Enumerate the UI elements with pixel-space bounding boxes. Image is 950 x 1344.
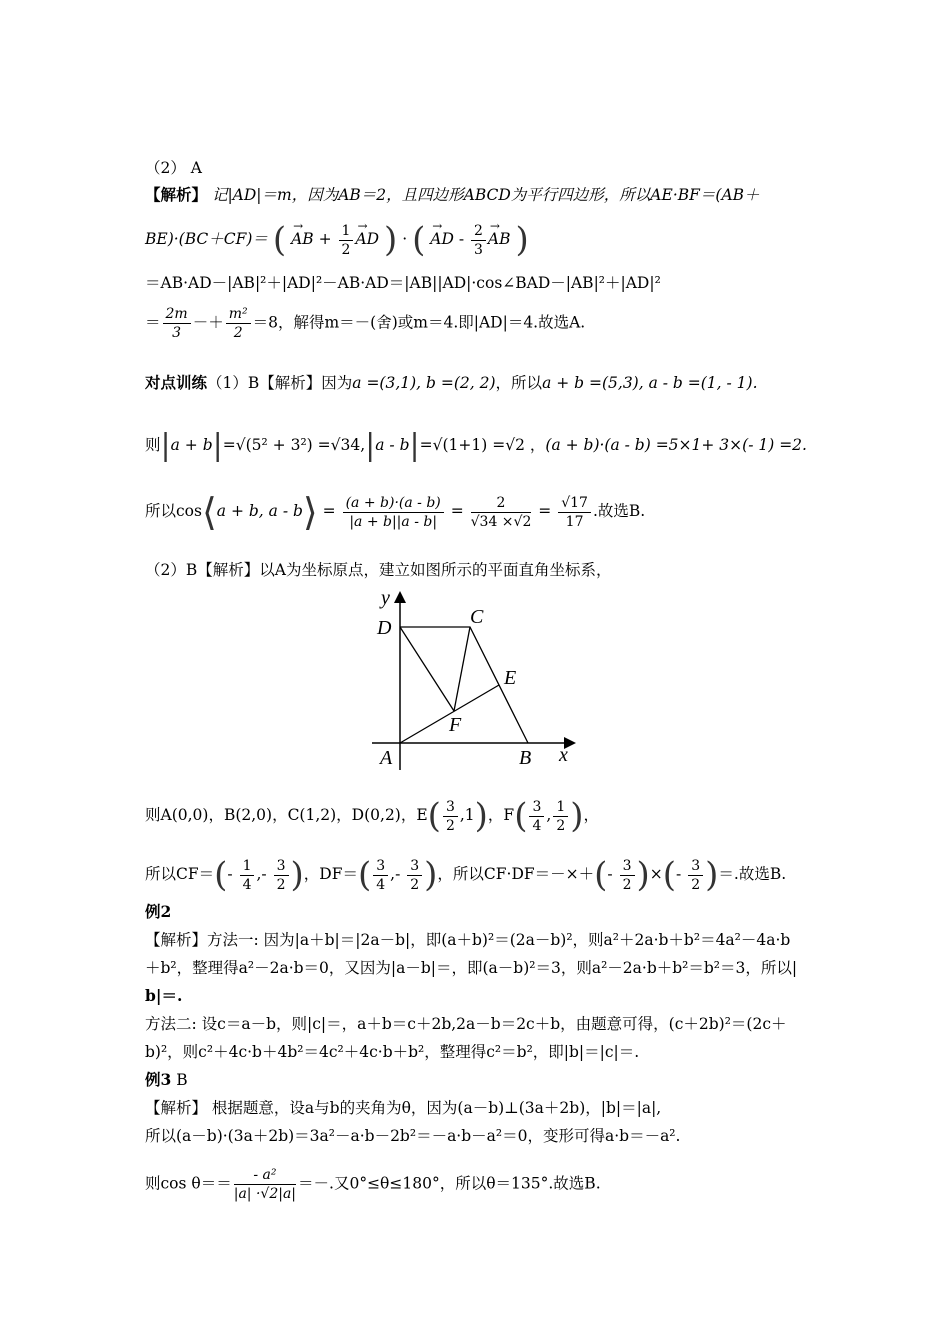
cos-value-fraction: $\frac{2}{√34 \times√2}$ [470,494,532,530]
right-paren: ) [384,220,398,260]
example-2-line-5: b)²，则c²＋4c·b＋4b²＝4c²＋4c·b＋b²，整理得c²＝b²，即|b|＝|c|＝. [145,1043,640,1061]
left-paren: ( [272,220,287,260]
label-f: F [449,714,462,736]
right-paren: ) [515,220,529,260]
practice-line-2: 则|a + b|=√(5² + 3²) =√34,|a - b|=√(1+1) =√2 ，(a + b)·(a - b) =5×1+ 3×(- 1) =2. [145,428,807,463]
example-3-answer: B [171,1071,188,1089]
label-a: A [380,747,393,769]
practice-title: 对点训练 [145,373,208,392]
example-3-header [145,1069,188,1091]
example-3-title: 例3 [145,1070,172,1089]
cos-fraction: $\frac{(a + b)\cdot(a - b)}{|a + b||a - b|}$ [343,494,444,531]
vector-ab: → AB [488,228,511,250]
minus-sign: - [453,230,469,248]
practice-line-4: （2）B【解析】以A为坐标原点，建立如图所示的平面直角坐标系， [145,561,612,579]
cos-theta-fraction: $\frac{\text{- a²}}{|a| \cdot√2|a|}$ [233,1167,297,1202]
label-b: B [519,747,532,769]
example-2-line-4: 方法二: 设c＝a－b，则|c|＝，a＋b＝c＋2b,2a－b＝2c＋b，由题意可得，(c＋2b)²＝(2c＋ [145,1015,787,1033]
solution-line-2 [145,220,529,260]
fraction-two-thirds: $\frac{2}{3}$ [471,222,486,259]
label-e: E [504,667,517,689]
dot-product-line: 所以CF＝(- $\frac{1}{4}$ ,- $\frac{3}{2}$ )，DF＝( $\frac{3}{4}$ ,- $\frac{3}{2}$ )，所以CF·DF＝－×＋(- $\frac{3}{2}$ )×(- $\frac{3}{2}$ )＝.故选B. [145,855,787,895]
example-2-title: 例2 [145,902,172,921]
solution-line-4: ＝ $\frac{2m}{3}$ －＋ $\frac{\text{m²}}{2}$ ＝8，解得m＝－(舍)或m＝4.即|AD|＝4.故选A. [145,306,586,341]
cos-result-fraction: $\frac{√17}{17}$ [558,494,591,531]
example-3-line-3: 则cos θ＝＝ $\frac{\text{- a²}}{|a| \cdot√2|a|}$ ＝－.又0°≤θ≤180°，所以θ＝135°.故选B. [145,1167,601,1202]
label-x: x [559,744,568,766]
dot-sign: · [402,230,413,248]
example-3-line-1: 【解析】 根据题意，设a与b的夹角为θ，因为(a－b)⊥(3a＋2b)，|b|＝|a|, [145,1099,662,1117]
solution-line-3: ＝AB·AD－|AB|²＋|AD|²－AB·AD＝|AB||AD|·cos∠BAD－|AB|²＋|AD|² [145,274,661,292]
label-y: y [381,587,390,609]
solution-line-1 [145,184,760,206]
practice-line-3: 所以cos⟨a + b, a - b⟩ = $\frac{(a + b)\cdot(a - b)}{|a + b||a - b|}$ = $\frac{2}{√34 \times√2}$ = $\frac{√17}{17}$ .故选B. [145,490,646,534]
vector-ad: → AD [355,228,379,250]
example-2-line-1: 【解析】方法一: 因为|a＋b|＝|2a－b|，即(a＋b)²＝(2a－b)²，则a²＋2a·b＋b²＝4a²－4a·b [145,931,791,949]
example-2-line-2: ＋b²，整理得a²－2a·b＝0，又因为|a－b|＝，即(a－b)²＝3，则a²－2a·b＋b²＝b²＝3，所以| [145,959,798,977]
fraction-one-half: $\frac{1}{2}$ [339,222,354,259]
example-3-line-2: 所以(a－b)·(3a＋2b)＝3a²－a·b－2b²＝－a·b－a²＝0，变形可得a·b＝－a². [145,1127,681,1145]
solution-text: BE)·(BC＋CF)＝ [145,230,268,248]
example-2-line-3: b|＝. [145,986,183,1005]
segment-cf [454,627,470,711]
label-c: C [470,606,484,628]
solution-text: 记|AD|＝m，因为AB＝2，且四边形ABCD为平行四边形，所以AE·BF＝(AB＋ [207,186,760,204]
coords-line: 则A(0,0)，B(2,0)，C(1,2)，D(0,2)，E( $\frac{3}{2}$ ,1)，F( $\frac{3}{4}$ , $\frac{1}{2}$ )， [145,796,600,836]
vector-ad: → AD [430,228,454,250]
answer-header-2: （2） A [145,159,202,177]
practice-line-1: 对点训练（1）B【解析】因为a =(3,1), b =(2, 2)，所以a + b =(5,3), a - b =(1, - 1). [145,373,758,392]
label-d: D [377,617,392,639]
fraction-2m-over-3: $\frac{2m}{3}$ [163,305,191,342]
left-paren: ( [412,220,426,260]
fraction-m2-over-2: $\frac{\text{m²}}{2}$ [226,305,251,342]
segment-df [400,627,454,711]
plus-sign: + [313,230,337,248]
jiexi-label: 【解析】 [145,185,208,204]
vector-ab: → AB [291,228,314,250]
coordinate-figure [368,584,583,772]
